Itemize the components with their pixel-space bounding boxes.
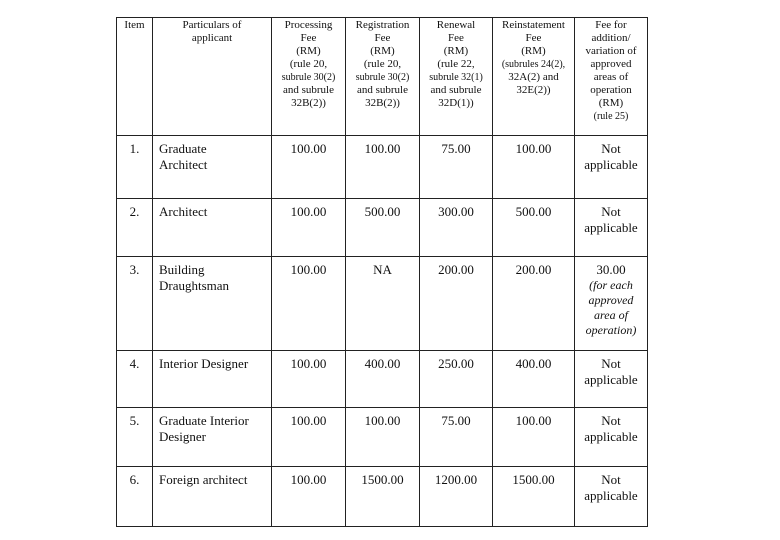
addition-fee-note: (for each approved area of operation) (585, 278, 637, 337)
header-addition-line: operation (590, 84, 632, 96)
applicant-type: Graduate Interior Designer (153, 408, 272, 467)
header-renewal-line: 32D(1)) (438, 97, 474, 109)
registration-fee: 1500.00 (346, 467, 420, 527)
header-reinstatement-line: (subrules 24(2), (501, 59, 566, 70)
header-registration-line: and subrule (356, 84, 408, 96)
table-row (117, 351, 648, 408)
header-processing-line: and subrule (282, 84, 334, 96)
processing-fee: 100.00 (272, 467, 346, 527)
processing-fee: 100.00 (272, 257, 346, 351)
header-registration-line: 32B(2)) (365, 97, 400, 109)
header-particulars-line: Particulars of (182, 19, 242, 31)
addition-fee: Not applicable (584, 141, 638, 172)
header-reinstatement-line: Fee (525, 32, 542, 44)
processing-fee: 100.00 (272, 136, 346, 199)
addition-fee-cell (575, 257, 648, 351)
header-addition-line: variation of (585, 45, 637, 57)
addition-fee: Not applicable (584, 204, 638, 235)
renewal-fee: 75.00 (420, 408, 493, 467)
addition-fee-cell (575, 199, 648, 257)
header-particulars-line: applicant (191, 32, 233, 44)
header-addition-line: (RM) (598, 97, 624, 109)
table-row (117, 136, 648, 199)
applicant-type: Foreign architect (153, 467, 272, 527)
renewal-fee: 300.00 (420, 199, 493, 257)
applicant-type: Interior Designer (153, 351, 272, 408)
registration-fee: 400.00 (346, 351, 420, 408)
header-addition-line: (rule 25) (593, 111, 629, 122)
applicant-type: Architect (153, 199, 272, 257)
header-processing-line: 32B(2)) (291, 97, 326, 109)
header-addition-line: areas of (593, 71, 629, 83)
addition-fee-cell (575, 408, 648, 467)
header-row (117, 18, 648, 136)
renewal-fee: 1200.00 (420, 467, 493, 527)
header-renewal-line: Renewal (436, 19, 476, 31)
header-renewal-line: subrule 32(1) (429, 72, 483, 83)
item-number: 6. (117, 467, 153, 527)
table-row (117, 257, 648, 351)
header-renewal-line: (rule 22, (437, 58, 475, 70)
reinstatement-fee: 200.00 (493, 257, 575, 351)
header-registration-line: Registration (355, 19, 410, 31)
header-particulars (153, 18, 272, 136)
reinstatement-fee: 100.00 (493, 136, 575, 199)
header-renewal-line: (RM) (443, 45, 469, 57)
header-reinstatement-line: 32E(2)) (516, 84, 551, 96)
addition-fee-cell (575, 351, 648, 408)
item-number: 4. (117, 351, 153, 408)
header-item (117, 18, 153, 136)
fee-table (116, 17, 648, 527)
registration-fee: 100.00 (346, 136, 420, 199)
header-processing-line: (rule 20, (289, 58, 328, 70)
header-renewal-line: and subrule (430, 84, 482, 96)
reinstatement-fee: 100.00 (493, 408, 575, 467)
header-processing-fee (272, 18, 346, 136)
table-row (117, 199, 648, 257)
processing-fee: 100.00 (272, 199, 346, 257)
registration-fee: 500.00 (346, 199, 420, 257)
reinstatement-fee: 500.00 (493, 199, 575, 257)
table-row (117, 408, 648, 467)
header-processing-line: (RM) (296, 45, 321, 57)
header-reinstatement-fee (493, 18, 575, 136)
header-processing-line: subrule 30(2) (281, 72, 336, 83)
reinstatement-fee: 400.00 (493, 351, 575, 408)
header-registration-fee (346, 18, 420, 136)
processing-fee: 100.00 (272, 351, 346, 408)
registration-fee: NA (346, 257, 420, 351)
item-number: 2. (117, 199, 153, 257)
applicant-type: Building Draughtsman (153, 257, 272, 351)
applicant-type: Graduate Architect (153, 136, 272, 199)
item-number: 5. (117, 408, 153, 467)
renewal-fee: 200.00 (420, 257, 493, 351)
item-number: 1. (117, 136, 153, 199)
header-registration-line: Fee (374, 32, 391, 44)
item-number: 3. (117, 257, 153, 351)
renewal-fee: 250.00 (420, 351, 493, 408)
renewal-fee: 75.00 (420, 136, 493, 199)
header-item-line: Item (124, 19, 145, 31)
addition-fee-cell (575, 136, 648, 199)
addition-fee: Not applicable (584, 356, 638, 387)
addition-fee: Not applicable (584, 413, 638, 444)
header-addition-line: addition/ (591, 32, 631, 44)
header-registration-line: (rule 20, (363, 58, 402, 70)
header-addition-line: approved (590, 58, 632, 70)
header-reinstatement-line: Reinstatement (502, 19, 565, 31)
processing-fee: 100.00 (272, 408, 346, 467)
addition-fee-cell (575, 467, 648, 527)
header-addition-fee (575, 18, 648, 136)
reinstatement-fee: 1500.00 (493, 467, 575, 527)
registration-fee: 100.00 (346, 408, 420, 467)
addition-fee: 30.00 (596, 262, 626, 277)
addition-fee: Not applicable (584, 472, 638, 503)
header-reinstatement-line: 32A(2) and (508, 71, 559, 83)
header-reinstatement-line: (RM) (521, 45, 546, 57)
table-row (117, 467, 648, 527)
header-addition-line: Fee for (595, 19, 627, 31)
header-processing-line: Fee (300, 32, 317, 44)
header-renewal-fee (420, 18, 493, 136)
header-registration-line: (RM) (370, 45, 395, 57)
header-renewal-line: Fee (448, 32, 464, 44)
header-registration-line: subrule 30(2) (355, 72, 410, 83)
header-processing-line: Processing (284, 19, 333, 31)
